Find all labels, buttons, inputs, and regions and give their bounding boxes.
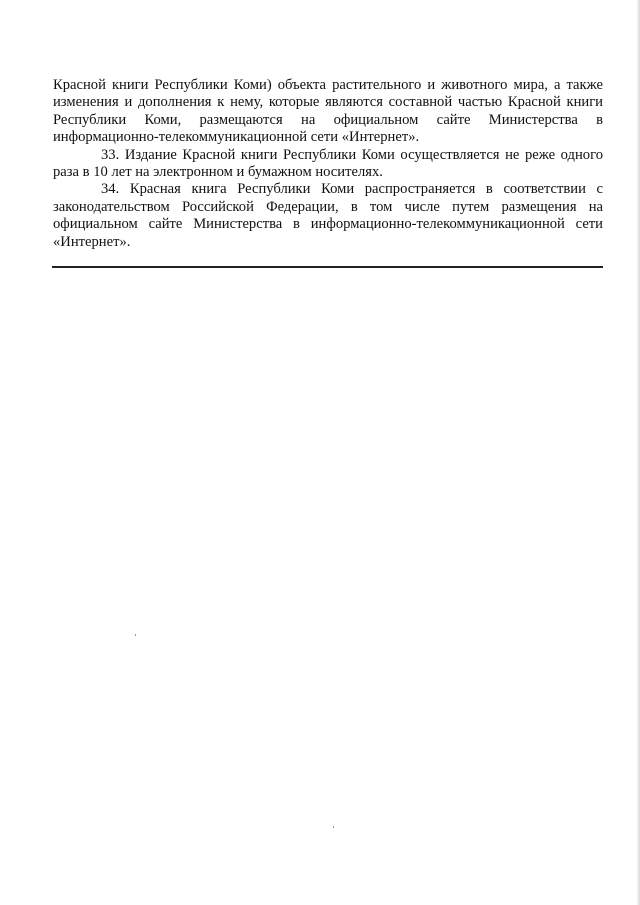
text-line: изменения и дополнения к нему, которые являются составной частью Красной книги <box>53 94 603 111</box>
paragraph-34-line: 34. Красная книга Республики Коми распространяется в соответствии с <box>101 181 603 198</box>
text-line: официальном сайте Министерства в информационно-телекоммуникационной сети <box>53 216 603 233</box>
scan-speck <box>135 634 136 636</box>
paragraph-33-line: 33. Издание Красной книги Республики Коми осуществляется не реже одного <box>101 146 603 163</box>
text-line: законодательством Российской Федерации, в том числе путем размещения на <box>53 198 603 215</box>
text-line: Республики Коми, размещаются на официальном сайте Министерства в <box>53 111 603 128</box>
end-of-text-rule <box>52 266 603 268</box>
text-line: раза в 10 лет на электронном и бумажном носителях. <box>53 163 383 180</box>
text-line: «Интернет». <box>53 233 131 250</box>
document-body <box>53 77 603 251</box>
text-line: Красной книги Республики Коми) объекта растительного и животного мира, а также <box>53 77 603 93</box>
text-line: информационно-телекоммуникационной сети «Интернет». <box>53 129 420 146</box>
scan-speck <box>333 826 334 828</box>
